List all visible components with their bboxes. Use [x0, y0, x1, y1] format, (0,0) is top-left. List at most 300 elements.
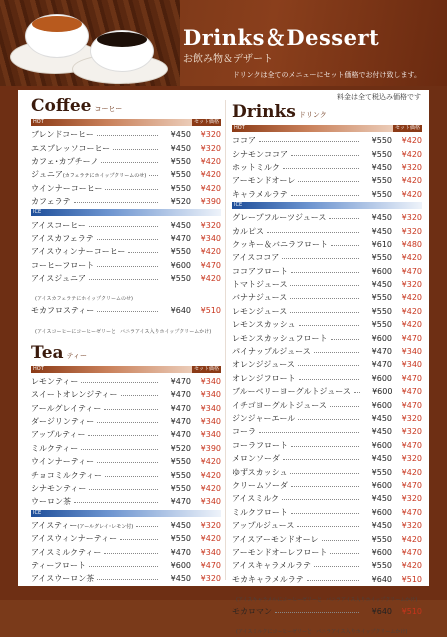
dotted-leader — [291, 155, 359, 156]
menu-item-name — [232, 292, 287, 303]
column-divider — [225, 100, 226, 580]
menu-item-set-price: ¥480 — [401, 239, 422, 249]
menu-item-name — [31, 233, 94, 244]
menu-item — [232, 439, 422, 452]
menu-item-set-price: ¥510 — [401, 574, 422, 584]
menu-item-price: ¥470 — [170, 430, 191, 440]
dotted-leader — [291, 513, 359, 514]
dotted-leader — [101, 162, 158, 163]
menu-item-price: ¥550 — [170, 484, 191, 493]
menu-item — [232, 385, 422, 398]
menu-item-name — [31, 533, 117, 544]
menu-item-name — [31, 520, 133, 531]
menu-item-set-price: ¥470 — [200, 560, 221, 570]
menu-item-label: ウーロン茶 — [31, 497, 71, 507]
menu-item-set-price: ¥420 — [401, 561, 422, 571]
menu-item-label: ダージリンティー — [31, 417, 95, 427]
dotted-leader — [81, 449, 158, 450]
tea-liquid-image — [32, 16, 82, 32]
menu-item-set-price: ¥340 — [200, 417, 221, 427]
menu-item — [31, 168, 221, 181]
menu-item-price: ¥470 — [170, 547, 191, 557]
menu-item-set-price: ¥420 — [200, 470, 221, 480]
menu-item — [31, 259, 221, 272]
menu-item-price: ¥470 — [170, 376, 191, 386]
menu-item — [31, 182, 221, 195]
dotted-leader — [74, 502, 158, 503]
menu-item-name — [232, 493, 279, 504]
dotted-leader — [330, 553, 359, 554]
dotted-leader — [290, 473, 359, 474]
menu-item-label: ココア — [232, 136, 256, 146]
menu-item-set-price: ¥320 — [401, 226, 422, 236]
set-price-label: セット価格 — [193, 365, 219, 372]
menu-item-label: モカキャラメルラテ — [232, 574, 304, 584]
menu-item-label: オレンジフロート — [232, 373, 296, 383]
menu-item-label: アップルティー — [31, 430, 86, 440]
menu-item-price: ¥470 — [170, 403, 191, 413]
menu-item-name — [232, 359, 295, 370]
menu-item-description: (アイスキャラメルにコーヒーゼリーと — [236, 596, 323, 603]
menu-item-name — [232, 189, 288, 200]
menu-item-label: ホットミルク — [232, 162, 280, 172]
menu-item-name — [31, 560, 86, 571]
menu-item-price: ¥550 — [170, 534, 191, 544]
menu-item-set-price: ¥420 — [401, 534, 422, 544]
menu-item — [31, 232, 221, 245]
menu-item-name — [31, 470, 102, 481]
menu-item-name — [31, 246, 125, 257]
ice-label: ICE — [33, 209, 42, 216]
menu-item-set-price: ¥340 — [401, 360, 422, 370]
menu-item-label: ココアフロート — [232, 266, 288, 276]
menu-item-name — [31, 169, 146, 180]
dotted-leader — [97, 239, 158, 240]
menu-item-price: ¥600 — [371, 480, 392, 490]
menu-item — [31, 272, 221, 285]
menu-item-set-price: ¥420 — [200, 156, 221, 166]
menu-item-name — [31, 496, 71, 507]
tea-hot-bar — [31, 366, 221, 373]
menu-item-price: ¥550 — [371, 534, 392, 544]
dotted-leader — [259, 432, 359, 433]
menu-item-label: シナモンティー — [31, 484, 87, 493]
menu-item — [232, 224, 422, 237]
menu-item-price: ¥450 — [170, 143, 191, 153]
dotted-leader — [291, 446, 359, 447]
dotted-leader — [291, 195, 359, 196]
menu-item-set-price: ¥320 — [200, 520, 221, 530]
menu-item-set-price: ¥340 — [200, 497, 221, 507]
dotted-leader — [97, 579, 158, 580]
menu-item-price: ¥610 — [371, 239, 392, 249]
menu-item-description: (アイスカフェラテにホイップクリームのせ) — [35, 296, 133, 303]
dotted-leader — [74, 202, 158, 203]
dotted-leader — [105, 476, 158, 477]
menu-item — [31, 545, 221, 558]
menu-item-set-price: ¥340 — [200, 547, 221, 557]
menu-item-set-price: ¥320 — [401, 414, 422, 423]
menu-item-label: モカフロスティー — [31, 306, 95, 316]
dotted-leader — [120, 539, 158, 540]
dotted-leader — [105, 189, 158, 190]
menu-item-price: ¥550 — [371, 253, 392, 263]
menu-item-set-price: ¥420 — [200, 534, 221, 544]
menu-item-label: ウインナーティー — [31, 457, 95, 467]
menu-item-label: アイスジュニア — [31, 274, 87, 284]
menu-item-set-price: ¥420 — [200, 170, 221, 180]
menu-item-label: アイスミルクティー — [31, 547, 102, 557]
menu-item-name — [31, 305, 94, 316]
menu-item-set-price: ¥320 — [200, 130, 221, 140]
set-price-label: セット価格 — [394, 125, 420, 131]
menu-item-name — [232, 373, 296, 384]
dotted-leader — [97, 266, 158, 267]
menu-item — [232, 425, 422, 438]
menu-item-price: ¥600 — [170, 560, 191, 570]
menu-item-label: グレープフルーツジュース — [232, 213, 327, 223]
dotted-leader — [149, 175, 158, 176]
dotted-leader — [298, 419, 359, 420]
ice-label: ICE — [234, 201, 243, 208]
menu-item-name — [232, 175, 295, 186]
menu-item-price: ¥470 — [170, 417, 191, 427]
menu-item — [232, 546, 422, 559]
dotted-leader — [89, 566, 158, 567]
menu-item — [31, 415, 221, 428]
menu-item-set-price: ¥320 — [401, 280, 422, 290]
menu-item-price: ¥600 — [372, 387, 393, 397]
menu-item-name — [232, 560, 311, 571]
menu-item — [232, 452, 422, 465]
menu-item — [31, 559, 221, 572]
menu-item-label: メロンソーダ — [232, 454, 280, 464]
menu-item-set-price: ¥470 — [401, 400, 422, 410]
menu-item-description: バニラアイス入りホイップクリームかけ) — [119, 328, 212, 335]
menu-item-label: シナモンココア — [232, 149, 288, 159]
coffee-hot-bar — [31, 119, 221, 126]
left-column — [31, 96, 221, 586]
dotted-leader — [298, 181, 359, 182]
menu-item — [31, 245, 221, 258]
menu-item-name — [232, 520, 294, 531]
menu-item-set-price: ¥420 — [200, 183, 221, 193]
drinks-hot-list — [232, 134, 422, 201]
menu-item-price: ¥450 — [170, 130, 191, 140]
menu-item-price: ¥640 — [371, 574, 392, 584]
drinks-hot-bar — [232, 125, 422, 132]
coffee-ice-bar — [31, 209, 221, 216]
menu-item-price: ¥550 — [371, 189, 392, 199]
menu-item-label: モカロマン — [232, 607, 272, 617]
menu-item-price: ¥550 — [371, 136, 392, 146]
hot-label: HOT — [33, 119, 44, 125]
menu-item — [31, 532, 221, 545]
menu-item-price: ¥550 — [371, 467, 392, 477]
tea-hot-list — [31, 375, 221, 509]
dotted-leader — [282, 499, 359, 500]
dotted-leader — [81, 382, 158, 383]
menu-item-name — [31, 429, 85, 440]
menu-item-price: ¥550 — [371, 149, 392, 159]
menu-item-label: アイスウィンナーコーヒー — [31, 247, 126, 257]
menu-item-label: レモンスカッシュ — [232, 320, 296, 330]
menu-item-price: ¥450 — [371, 414, 392, 423]
menu-item-label: イチゴヨーグルトジュース — [232, 400, 327, 410]
menu-item-name — [232, 266, 288, 277]
menu-item-set-price: ¥420 — [200, 484, 221, 493]
coffee-ice-list — [31, 218, 221, 336]
tea-section-title — [31, 343, 221, 365]
menu-item-set-price: ¥340 — [200, 390, 221, 400]
dotted-leader — [121, 395, 158, 396]
menu-item-label: ミルクフロート — [232, 507, 288, 517]
dotted-leader — [291, 486, 359, 487]
menu-item-label: クッキー＆バニラフロート — [232, 239, 328, 249]
menu-item-price: ¥600 — [371, 547, 392, 557]
dotted-leader — [128, 252, 158, 253]
menu-item-price: ¥550 — [371, 306, 392, 316]
dotted-leader — [299, 379, 359, 380]
menu-item-label: カフェラテ — [31, 197, 71, 207]
menu-item-label: バナナジュース — [232, 293, 288, 303]
menu-item-name — [232, 606, 272, 617]
menu-item-name — [232, 547, 327, 558]
dotted-leader — [113, 149, 158, 150]
drinks-section-title — [232, 102, 422, 124]
menu-item-name — [232, 319, 296, 330]
coffee-title-en: Coffee — [31, 96, 92, 116]
menu-item-description: (アイスコーヒーにコーヒーゼリーと — [35, 328, 116, 335]
menu-item-set-price: ¥470 — [401, 507, 422, 517]
dotted-leader — [259, 141, 359, 142]
dotted-leader — [104, 553, 158, 554]
menu-item — [31, 141, 221, 154]
menu-item — [232, 492, 422, 505]
menu-item-name — [232, 440, 288, 451]
menu-item-name — [232, 252, 279, 263]
menu-item-name — [31, 260, 94, 271]
menu-item-set-price: ¥470 — [401, 333, 422, 343]
menu-item-set-price: ¥340 — [200, 430, 221, 440]
menu-item-name — [31, 143, 110, 154]
menu-item-price: ¥600 — [371, 266, 392, 276]
menu-item-set-price: ¥420 — [401, 176, 422, 186]
menu-item-set-price: ¥320 — [401, 427, 422, 437]
menu-item-label: エスプレッソコーヒー — [31, 143, 111, 153]
dotted-leader — [298, 365, 359, 366]
menu-item-description: バニラアイス入りホイップクリームかけ) — [326, 596, 418, 603]
dotted-leader — [329, 218, 359, 219]
coffee-hot-list — [31, 128, 221, 208]
menu-item-set-price: ¥470 — [401, 387, 422, 397]
tea-ice-list — [31, 519, 221, 586]
menu-item-label: ジンジャーエール — [232, 414, 296, 423]
menu-item — [31, 388, 221, 401]
menu-item-set-price: ¥470 — [401, 373, 422, 383]
menu-item-set-price: ¥340 — [200, 403, 221, 413]
menu-item-label: アールグレイティー — [31, 403, 102, 413]
menu-item-price: ¥600 — [371, 400, 392, 410]
menu-item-description: バニラアイス入りホイップクリームかけ) — [316, 629, 408, 636]
menu-item-label: アップルジュース — [232, 521, 295, 531]
page-title: Drinks＆Dessert — [183, 25, 380, 50]
menu-item-label: ウインナーコーヒー — [31, 183, 103, 193]
menu-item-description: (アイスミルクにコーヒーゼリーと — [236, 629, 313, 636]
menu-item-name — [31, 547, 101, 558]
menu-item-price: ¥470 — [371, 347, 392, 357]
menu-item — [31, 375, 221, 388]
dotted-leader — [89, 279, 158, 280]
menu-item — [232, 519, 422, 532]
menu-item-label: アイスコーヒー — [31, 220, 86, 230]
menu-item-label: スイートオレンジティー — [31, 390, 118, 400]
dotted-leader — [331, 245, 359, 246]
menu-item-set-price: ¥320 — [401, 454, 422, 464]
menu-item — [232, 479, 422, 492]
dotted-leader — [88, 435, 158, 436]
menu-item-label: ブルーベリーヨーグルトジュース — [232, 387, 351, 397]
menu-item-name — [31, 156, 98, 167]
menu-item-set-price: ¥420 — [401, 306, 422, 316]
menu-item-set-price: ¥470 — [401, 266, 422, 276]
menu-item-name — [31, 403, 101, 414]
dotted-leader — [283, 168, 359, 169]
menu-item-price: ¥520 — [170, 197, 191, 207]
menu-item — [232, 605, 422, 618]
dotted-leader — [267, 232, 359, 233]
menu-item-price: ¥550 — [371, 320, 392, 330]
dotted-leader — [322, 540, 359, 541]
menu-item-label: クリームソーダ — [232, 480, 288, 490]
menu-item — [232, 345, 422, 358]
menu-item-label: アイスココア — [232, 253, 280, 263]
menu-item-price: ¥470 — [170, 390, 191, 400]
menu-item-name — [31, 443, 78, 454]
drinks-ice-bar — [232, 202, 422, 209]
menu-item-set-price: ¥510 — [401, 607, 422, 617]
menu-item-price: ¥550 — [371, 176, 392, 186]
menu-item-label: ゆずスカッシュ — [232, 467, 288, 477]
menu-item-label: コーラフロート — [232, 440, 288, 450]
menu-item — [31, 468, 221, 481]
dotted-leader — [330, 406, 359, 407]
menu-item-set-price: ¥420 — [200, 247, 221, 257]
menu-item-set-price: ¥320 — [401, 521, 422, 531]
menu-item-price: ¥520 — [170, 443, 191, 453]
ice-label: ICE — [33, 509, 42, 516]
menu-item-label: アイスウーロン茶 — [31, 574, 95, 584]
menu-item — [232, 331, 422, 344]
menu-item — [232, 412, 422, 425]
menu-item-price: ¥640 — [170, 306, 191, 316]
menu-item-label: オレンジジュース — [232, 360, 295, 370]
menu-item — [31, 455, 221, 468]
menu-item-label: レモンスカッシュフロート — [232, 333, 328, 343]
menu-item-note: (カフェラテにホイップクリームのせ) — [62, 173, 147, 180]
menu-item-label: カフェ･カプチーノ — [31, 156, 99, 166]
menu-item — [31, 401, 221, 414]
menu-item — [232, 134, 422, 147]
menu-item — [232, 465, 422, 478]
menu-item-label: コーヒーフロート — [31, 260, 95, 270]
menu-item — [232, 278, 422, 291]
menu-item — [31, 218, 221, 231]
menu-item-name — [232, 400, 327, 411]
menu-item-label: アイスミルク — [232, 494, 280, 504]
menu-item-label: アイスウィンナーティー — [31, 534, 118, 544]
menu-item-set-price: ¥340 — [200, 376, 221, 386]
hot-label: HOT — [33, 365, 44, 372]
menu-item-label: ミルクティー — [31, 443, 79, 453]
menu-item-set-price: ¥420 — [401, 189, 422, 199]
menu-item-name — [232, 212, 326, 223]
menu-item-name — [31, 376, 78, 387]
menu-item-name — [31, 183, 102, 194]
dotted-leader — [290, 285, 359, 286]
menu-item-set-price: ¥470 — [401, 547, 422, 557]
menu-item — [31, 128, 221, 141]
menu-item-set-price: ¥470 — [401, 440, 422, 450]
menu-item — [31, 519, 221, 532]
menu-item-price: ¥550 — [170, 274, 191, 284]
menu-item — [232, 318, 422, 331]
menu-item — [232, 188, 422, 201]
menu-item-label: コーラ — [232, 427, 256, 437]
menu-item-name — [31, 273, 86, 284]
menu-item-set-price: ¥420 — [401, 253, 422, 263]
menu-item-price: ¥450 — [371, 226, 392, 236]
dotted-leader — [297, 526, 359, 527]
menu-item-price: ¥550 — [371, 293, 392, 303]
menu-item-set-price: ¥320 — [401, 162, 422, 172]
menu-item-label: アーモンドオーレフロート — [232, 547, 328, 557]
menu-item-name — [232, 333, 328, 344]
menu-item-price: ¥450 — [371, 454, 392, 464]
menu-item-name — [31, 456, 94, 467]
dotted-leader — [290, 312, 359, 313]
dotted-leader — [290, 298, 359, 299]
menu-item-name — [232, 426, 256, 437]
page-subtitle: お飲み物＆デザート — [183, 54, 273, 65]
menu-item-set-price: ¥510 — [200, 306, 221, 316]
tea-title-jp: ティー — [66, 351, 87, 360]
menu-item — [31, 442, 221, 455]
menu-item-name — [232, 226, 264, 237]
menu-item-label: ブレンドコーヒー — [31, 130, 94, 140]
menu-item — [31, 155, 221, 168]
menu-item — [232, 147, 422, 160]
menu-item-name — [31, 416, 94, 427]
dotted-leader — [314, 566, 359, 567]
menu-item-name — [31, 129, 94, 140]
menu-item-set-price: ¥320 — [200, 143, 221, 153]
menu-item-set-price: ¥320 — [401, 213, 422, 223]
menu-item-label: トマトジュース — [232, 280, 288, 290]
menu-item-set-price: ¥420 — [200, 274, 221, 284]
menu-item-price: ¥640 — [371, 607, 392, 617]
dotted-leader — [97, 462, 158, 463]
menu-item-name — [31, 573, 94, 584]
menu-item — [232, 305, 422, 318]
dotted-leader — [314, 352, 359, 353]
dotted-leader — [354, 392, 360, 393]
dotted-leader — [275, 612, 359, 613]
menu-item-price: ¥470 — [170, 497, 191, 507]
dotted-leader — [282, 258, 359, 259]
dotted-leader — [331, 339, 359, 340]
menu-item — [232, 358, 422, 371]
